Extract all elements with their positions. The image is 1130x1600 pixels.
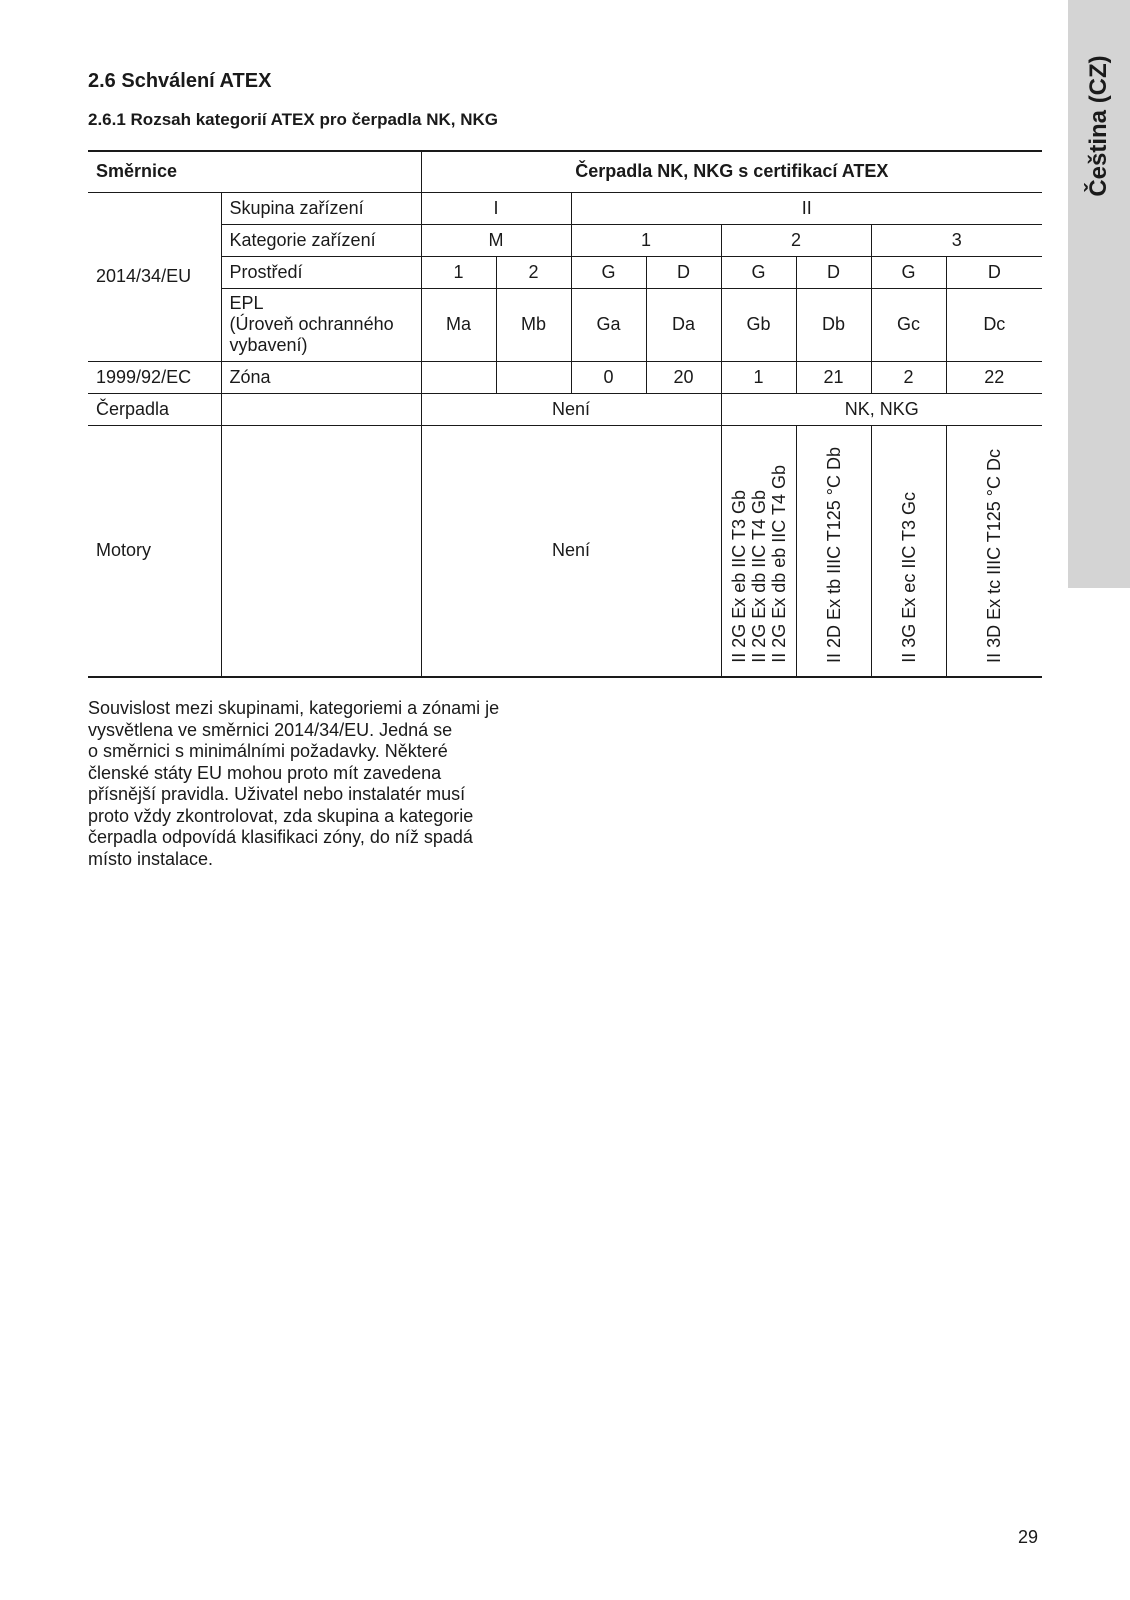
environment-cell: 1 bbox=[421, 256, 496, 288]
section-heading: 2.6 Schválení ATEX bbox=[88, 70, 272, 92]
table-row-environment bbox=[88, 256, 1042, 288]
motor-marking-cell bbox=[871, 425, 946, 677]
motors-empty-cell bbox=[221, 425, 421, 677]
zone-cell: 2 bbox=[871, 361, 946, 393]
zone-cell bbox=[496, 361, 571, 393]
environment-cell: G bbox=[871, 256, 946, 288]
table-row-category bbox=[88, 224, 1042, 256]
environment-label: Prostředí bbox=[221, 256, 421, 288]
table-row-pumps bbox=[88, 393, 1042, 425]
pumps-value-cell: NK, NKG bbox=[721, 393, 1042, 425]
epl-cell: Ma bbox=[421, 288, 496, 361]
environment-cell: 2 bbox=[496, 256, 571, 288]
category-cell: M bbox=[421, 224, 571, 256]
motor-marking-cell bbox=[946, 425, 1042, 677]
zone-cell: 20 bbox=[646, 361, 721, 393]
epl-cell: Dc bbox=[946, 288, 1042, 361]
motor-marking-text: II 3D Ex tc IIIC T125 °C Dc bbox=[984, 449, 1005, 663]
explanatory-note: Souvislost mezi skupinami, kategoriemi a zónami je vysvětlena ve směrnici 2014/34/EU. Jedná se o směrnici s minimálními požadavky. Některé členské státy EU mohou proto mít zavedena přísnější pravidla. Uživatel nebo instalatér musí proto vždy zkontrolovat, zda skupina a kategorie čerpadla odpovídá klasifikaci zóny, do níž spadá místo instalace. bbox=[88, 698, 500, 869]
table-row-motors bbox=[88, 425, 1042, 677]
group-label: Skupina zařízení bbox=[221, 192, 421, 224]
environment-cell: D bbox=[646, 256, 721, 288]
epl-cell: Gc bbox=[871, 288, 946, 361]
pumps-none-cell: Není bbox=[421, 393, 721, 425]
category-label: Kategorie zařízení bbox=[221, 224, 421, 256]
environment-cell: G bbox=[571, 256, 646, 288]
table-row-header bbox=[88, 151, 1042, 192]
epl-cell: Db bbox=[796, 288, 871, 361]
zone-cell bbox=[421, 361, 496, 393]
epl-cell: Mb bbox=[496, 288, 571, 361]
epl-cell: Gb bbox=[721, 288, 796, 361]
motor-marking-text: II 2D Ex tb IIIC T125 °C Db bbox=[823, 447, 844, 663]
language-tab bbox=[1068, 0, 1130, 588]
category-cell: 3 bbox=[871, 224, 1042, 256]
category-cell: 2 bbox=[721, 224, 871, 256]
epl-label: EPL (Úroveň ochranného vybavení) bbox=[221, 288, 421, 361]
directive-1999-cell: 1999/92/EC bbox=[88, 361, 221, 393]
directive-2014-cell: 2014/34/EU bbox=[88, 192, 221, 361]
language-tab-label: Čeština (CZ) bbox=[1085, 55, 1112, 197]
motors-label: Motory bbox=[88, 425, 221, 677]
motor-marking-cell bbox=[796, 425, 871, 677]
directive-header: Směrnice bbox=[88, 151, 421, 192]
table-row-zone bbox=[88, 361, 1042, 393]
zone-cell: 21 bbox=[796, 361, 871, 393]
zone-cell: 22 bbox=[946, 361, 1042, 393]
atex-table bbox=[88, 150, 1042, 678]
subsection-heading: 2.6.1 Rozsah kategorií ATEX pro čerpadla NK, NKG bbox=[88, 110, 498, 129]
motor-marking-text: II 3G Ex ec IIC T3 Gc bbox=[898, 492, 919, 663]
epl-cell: Ga bbox=[571, 288, 646, 361]
zone-label: Zóna bbox=[221, 361, 421, 393]
table-row-group bbox=[88, 192, 1042, 224]
group-ii-cell: II bbox=[571, 192, 1042, 224]
motor-marking-text: II 2G Ex eb IIC T3 Gb II 2G Ex db IIC T4 Gb II 2G Ex db eb IIC T4 Gb bbox=[728, 465, 789, 663]
pumps-label: Čerpadla bbox=[88, 393, 221, 425]
page-number: 29 bbox=[1018, 1527, 1039, 1547]
category-cell: 1 bbox=[571, 224, 721, 256]
motor-marking-cell bbox=[721, 425, 796, 677]
group-i-cell: I bbox=[421, 192, 571, 224]
table-row-epl bbox=[88, 288, 1042, 361]
environment-cell: D bbox=[796, 256, 871, 288]
pumps-empty-cell bbox=[221, 393, 421, 425]
zone-cell: 0 bbox=[571, 361, 646, 393]
zone-cell: 1 bbox=[721, 361, 796, 393]
epl-cell: Da bbox=[646, 288, 721, 361]
environment-cell: D bbox=[946, 256, 1042, 288]
table-title-header: Čerpadla NK, NKG s certifikací ATEX bbox=[421, 151, 1042, 192]
environment-cell: G bbox=[721, 256, 796, 288]
motors-none-cell: Není bbox=[421, 425, 721, 677]
